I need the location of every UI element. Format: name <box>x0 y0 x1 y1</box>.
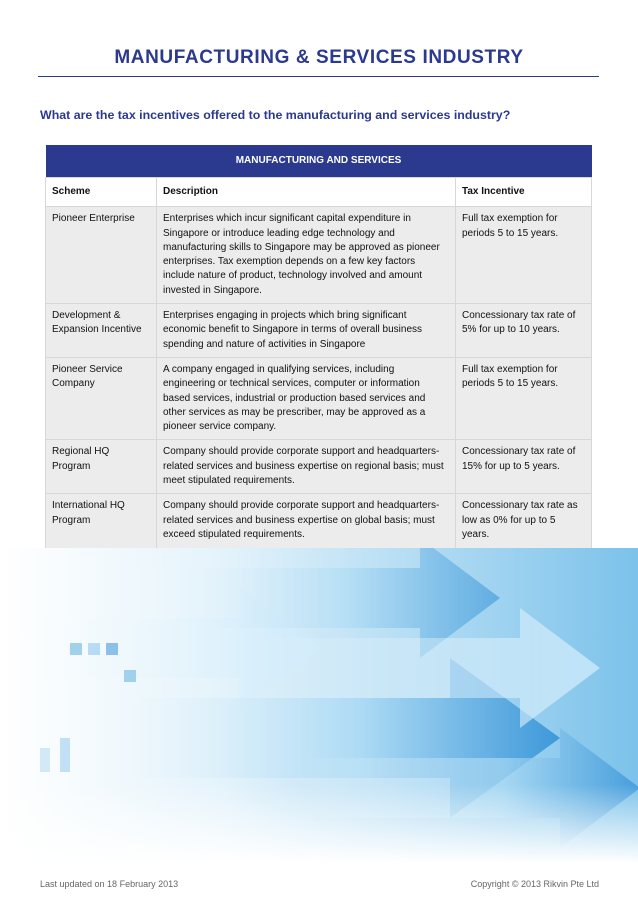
incentive-cell: Concessionary tax rate as low as 0% for up to 5 years. <box>456 494 592 553</box>
table-row <box>46 304 592 358</box>
description-cell: Enterprises which incur significant capital expenditure in Singapore or introduce leading edge technology and manufacturing skills to Singapore may be approved as pioneer enterprises. Tax exemption depends on a few key factors include nature of product, technology involved and amount invested in Singapore. <box>157 207 456 304</box>
incentive-cell: Concessionary tax rate of 15% for up to 5 years. <box>456 440 592 494</box>
copyright-note: Copyright © 2013 Rikvin Pte Ltd <box>470 879 599 889</box>
scheme-cell: International HQ Program <box>46 494 157 553</box>
title-divider <box>38 76 599 77</box>
scheme-cell: Pioneer Service Company <box>46 357 157 439</box>
decorative-arrows-banner <box>0 548 638 863</box>
scheme-cell: Development & Expansion Incentive <box>46 304 157 358</box>
incentive-cell: Full tax exemption for periods 5 to 15 years. <box>456 207 592 304</box>
table-row <box>46 494 592 553</box>
table-banner: MANUFACTURING AND SERVICES <box>46 145 592 178</box>
table-row <box>46 440 592 494</box>
section-question: What are the tax incentives offered to the manufacturing and services industry? <box>40 108 511 122</box>
description-cell: Company should provide corporate support and headquarters-related services and business expertise on global basis; must exceed stipulated requirements. <box>157 494 456 553</box>
column-header-description: Description <box>157 178 456 207</box>
description-cell: Company should provide corporate support and headquarters-related services and business expertise on regional basis; must meet stipulated requirements. <box>157 440 456 494</box>
description-cell: Enterprises engaging in projects which bring significant economic benefit to Singapore in terms of overall business spending and nature of activities in Singapore <box>157 304 456 358</box>
column-header-scheme: Scheme <box>46 178 157 207</box>
column-header-tax-incentive: Tax Incentive <box>456 178 592 207</box>
scheme-cell: Regional HQ Program <box>46 440 157 494</box>
incentive-cell: Concessionary tax rate of 5% for up to 10 years. <box>456 304 592 358</box>
page-title: MANUFACTURING & SERVICES INDUSTRY <box>114 47 524 68</box>
table-row <box>46 357 592 439</box>
incentive-cell: Full tax exemption for periods 5 to 15 years. <box>456 357 592 439</box>
last-updated-note: Last updated on 18 February 2013 <box>40 879 179 889</box>
table-row <box>46 207 592 304</box>
incentives-table <box>45 145 592 553</box>
scheme-cell: Pioneer Enterprise <box>46 207 157 304</box>
description-cell: A company engaged in qualifying services, including engineering or technical services, computer or information based services, industrial or production based services and other services as may be prescriber, may be approved as a pioneer service company. <box>157 357 456 439</box>
